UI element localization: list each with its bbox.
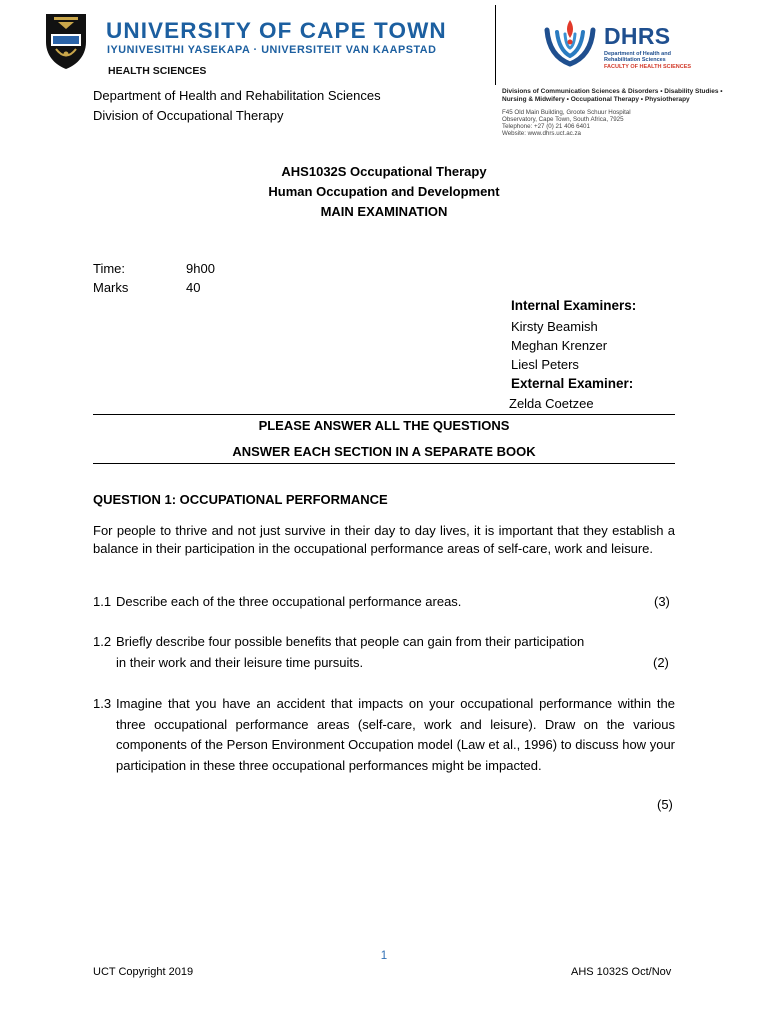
dhrs-divisions-line2: Nursing & Midwifery • Occupational Therapy • Physiotherapy (502, 95, 690, 103)
dhrs-address-line3: Telephone: +27 (0) 21 406 6401 (502, 123, 590, 130)
time-value: 9h00 (186, 261, 215, 276)
internal-examiner-name: Liesl Peters (511, 357, 579, 372)
exam-type: MAIN EXAMINATION (320, 204, 448, 219)
time-label: Time: (93, 261, 126, 276)
dhrs-address-line4: Website: www.dhrs.uct.ac.za (502, 130, 581, 137)
question-item-number: 1.2 (93, 634, 112, 649)
external-examiner-heading: External Examiner: (511, 376, 634, 391)
internal-examiner-name: Meghan Krenzer (511, 338, 608, 353)
question-item-marks: (5) (657, 797, 673, 812)
footer-copyright: UCT Copyright 2019 (93, 966, 194, 978)
question-intro: For people to thrive and not just survive in their day to day lives, it is important that they establish a balance in their participation in the occupational performance areas of self-care, work and leisure. (93, 523, 675, 557)
faculty-name: HEALTH SCIENCES (108, 65, 207, 77)
header-divider (495, 5, 496, 85)
question-item-number: 1.1 (93, 594, 112, 609)
university-subtitle: IYUNIVESITHI YASEKAPA · UNIVERSITEIT VAN KAAPSTAD (107, 44, 437, 56)
university-name: UNIVERSITY OF CAPE TOWN (106, 18, 447, 43)
dhrs-address-line1: F45 Old Main Building, Groote Schuur Hospital (502, 109, 631, 116)
instruction-line1: PLEASE ANSWER ALL THE QUESTIONS (258, 418, 510, 433)
question-item (93, 694, 675, 776)
question-item-text-line1: Briefly describe four possible benefits that people can gain from their participation (116, 634, 585, 649)
footer-course-code: AHS 1032S Oct/Nov (571, 966, 672, 978)
instructions-bottom-rule (93, 463, 675, 464)
question-item-text-line2: in their work and their leisure time pursuits. (116, 654, 364, 670)
uct-crest-icon (44, 12, 88, 70)
department-line1: Department of Health and Rehabilitation Sciences (93, 88, 381, 103)
dhrs-subtitle-line2: Rehabilitation Sciences (604, 57, 666, 63)
dhrs-logo-icon (543, 16, 597, 68)
question-item-number: 1.3 (93, 696, 112, 711)
department-line2: Division of Occupational Therapy (93, 108, 284, 123)
question-item (93, 632, 675, 673)
question-item (93, 592, 675, 613)
course-title: AHS1032S Occupational Therapy (281, 164, 487, 179)
dhrs-faculty-line: FACULTY OF HEALTH SCIENCES (604, 64, 692, 70)
instructions-top-rule (93, 414, 675, 415)
instruction-line2: ANSWER EACH SECTION IN A SEPARATE BOOK (232, 444, 536, 459)
page-number: 1 (380, 950, 388, 962)
internal-examiner-name: Kirsty Beamish (511, 319, 598, 334)
question-heading: QUESTION 1: OCCUPATIONAL PERFORMANCE (93, 492, 388, 507)
question-item-text: Imagine that you have an accident that impacts on your occupational performance within the three occupational performance areas (self-care, work and leisure). Draw on the various components of the Person Environment Occupation model (Law et al., 1996) to discuss how your participation in these three occupational performances might be impacted. (116, 696, 675, 773)
question-item-marks: (2) (653, 655, 669, 670)
question-item-marks: (3) (654, 594, 670, 609)
internal-examiners-heading: Internal Examiners: (511, 298, 637, 313)
dhrs-subtitle-line1: Department of Health and (604, 51, 671, 57)
dhrs-divisions-line1: Divisions of Communication Sciences & Disorders • Disability Studies • (502, 88, 723, 95)
dhrs-address-line2: Observatory, Cape Town, South Africa, 7925 (502, 116, 624, 123)
marks-value: 40 (186, 280, 201, 295)
course-subtitle: Human Occupation and Development (268, 184, 500, 199)
question-item-text: Describe each of the three occupational performance areas. (116, 594, 462, 609)
external-examiner-name: Zelda Coetzee (509, 396, 594, 411)
dhrs-title: DHRS (604, 23, 671, 49)
marks-label: Marks (93, 280, 129, 295)
